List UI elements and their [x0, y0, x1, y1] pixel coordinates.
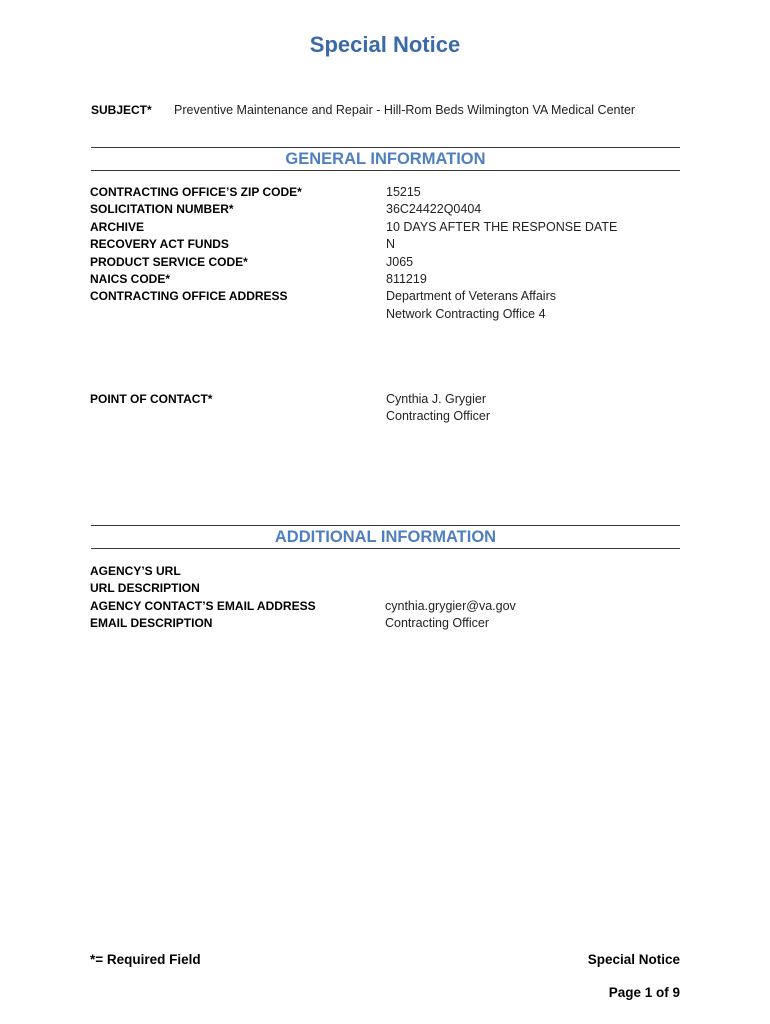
point-of-contact-label: POINT OF CONTACT*	[90, 392, 213, 406]
email-description-label: EMAIL DESCRIPTION	[90, 616, 213, 631]
email-description-value: Contracting Officer	[385, 616, 489, 631]
url-description-label: URL DESCRIPTION	[90, 581, 200, 596]
contracting-office-address-line2: Network Contracting Office 4	[386, 306, 546, 321]
additional-labels	[90, 563, 316, 633]
point-of-contact-label-block	[90, 391, 212, 408]
additional-information-heading: ADDITIONAL INFORMATION	[91, 525, 680, 549]
url-description-value	[385, 580, 516, 597]
product-service-code-value: J065	[386, 254, 414, 269]
subject-label: SUBJECT*	[91, 103, 152, 117]
zip-code-label: CONTRACTING OFFICE’S ZIP CODE*	[90, 185, 302, 199]
subject-value: Preventive Maintenance and Repair - Hill-Rom Beds Wilmington VA Medical Center	[174, 103, 636, 117]
point-of-contact-role: Contracting Officer	[386, 409, 490, 424]
agency-url-label: AGENCY’S URL	[90, 564, 181, 578]
naics-code-value: 811219	[386, 271, 427, 286]
contracting-office-address-line1: Department of Veterans Affairs	[386, 289, 557, 304]
page-title: Special Notice	[309, 32, 461, 57]
product-service-code-label: PRODUCT SERVICE CODE*	[90, 254, 248, 269]
agency-url-value	[385, 563, 516, 580]
additional-values	[385, 563, 516, 633]
recovery-act-funds-label: RECOVERY ACT FUNDS	[90, 237, 229, 252]
agency-contact-email-label: AGENCY CONTACT’S EMAIL ADDRESS	[90, 598, 316, 613]
zip-code-value: 15215	[386, 185, 421, 199]
solicitation-number-value: 36C24422Q0404	[386, 202, 482, 217]
general-values	[386, 184, 617, 323]
archive-value: 10 DAYS AFTER THE RESPONSE DATE	[386, 219, 618, 234]
general-information-heading: GENERAL INFORMATION	[91, 147, 680, 171]
point-of-contact-name: Cynthia J. Grygier	[386, 392, 487, 406]
point-of-contact-value-block	[386, 391, 490, 426]
general-labels	[90, 184, 302, 306]
archive-label: ARCHIVE	[90, 219, 145, 234]
agency-contact-email-value: cynthia.grygier@va.gov	[385, 598, 516, 613]
page-number: Page 1 of 9	[608, 985, 680, 1000]
solicitation-number-label: SOLICITATION NUMBER*	[90, 202, 234, 217]
required-field-note: *= Required Field	[90, 952, 201, 967]
contracting-office-address-label: CONTRACTING OFFICE ADDRESS	[90, 289, 288, 304]
naics-code-label: NAICS CODE*	[90, 271, 171, 286]
recovery-act-funds-value: N	[386, 237, 396, 252]
footer-document-name: Special Notice	[587, 952, 680, 967]
